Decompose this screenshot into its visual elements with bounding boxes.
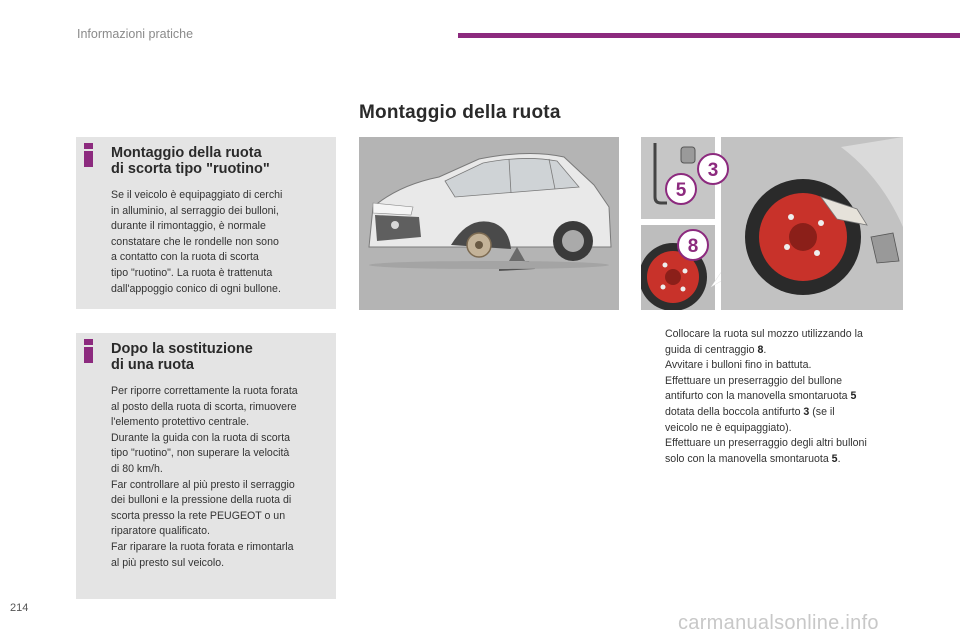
info-box-after-replacement [76,333,336,599]
page-title: Montaggio della ruota [359,102,561,123]
list-item: Effettuare un preserraggio del bullone antifurto con la manovella smontaruota 5 dotata della boccola antifurto 3 (se il veicolo ne è equipaggiato). [665,374,857,434]
info-box-title: Dopo la sostituzione di una ruota [111,341,253,373]
info-box-title: Montaggio della ruota di scorta tipo "ruotino" [111,145,270,177]
spare-wheel-icon [641,137,903,310]
header-title: Informazioni pratiche [77,27,194,41]
info-icon [84,143,93,167]
header-accent-bar [458,33,960,38]
info-box-text: Per riporre correttamente la ruota forata al posto della ruota di scorta, rimuovere l'elemento protettivo centrale. Durante la guida con la ruota di scorta tipo "ruotino", non superare la velocità di 80 km/h. Far controllare al più presto il serraggio dei bulloni e la pressione della ruota di scorta presso la rete PEUGEOT o un riparatore qualificato. Far riparare la ruota forata e rimontarla al più presto sul veicolo. [111,385,298,569]
watermark: carmanualsonline.info [678,612,879,634]
info-box-spare-wheel [76,137,336,309]
list-item: Collocare la ruota sul mozzo utilizzando la guida di centraggio 8. [665,328,863,356]
callout-5: 5 [675,180,687,201]
list-item: Avvitare i bulloni fino in battuta. [665,359,812,372]
car-wheel-illustration [359,137,619,310]
info-icon [84,339,93,363]
info-box-text: Se il veicolo è equipaggiato di cerchi in alluminio, al serraggio dei bulloni, durante il rimontaggio, è normale constatare che le rondelle non sono a contatto con la ruota di scorta tipo "ruotino". La ruota è trattenuta dall'appoggio conico di ogni bullone. [111,189,283,295]
list-item: Effettuare un preserraggio degli altri bulloni solo con la manovella smontaruota 5. [665,437,867,465]
instruction-steps [641,327,911,467]
car-icon [359,137,619,310]
wheel-mounting-illustration [641,137,903,310]
page-number: 214 [10,602,29,614]
callout-8: 8 [687,236,699,257]
callout-3: 3 [707,160,719,181]
